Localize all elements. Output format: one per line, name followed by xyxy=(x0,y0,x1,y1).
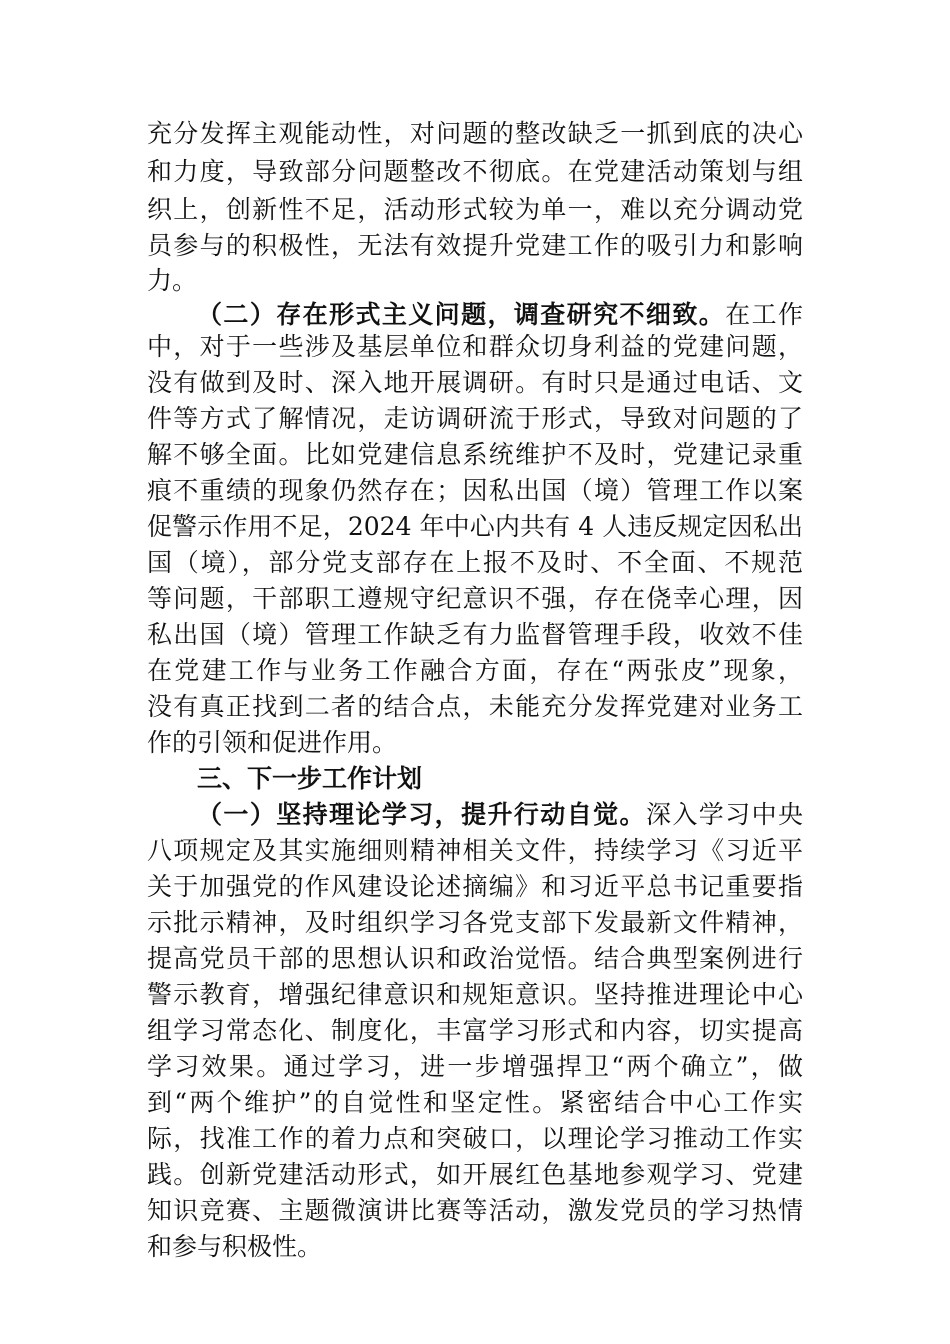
paragraph-line: 八项规定及其实施细则精神相关文件，持续学习《习近平 xyxy=(147,836,803,865)
paragraph-line: 践。创新党建活动形式，如开展红色基地参观学习、党建 xyxy=(147,1160,803,1189)
paragraph-line: 和力度，导致部分问题整改不彻底。在党建活动策划与组 xyxy=(147,157,803,186)
paragraph-line: 和参与积极性。 xyxy=(147,1232,323,1261)
paragraph-line: 组学习常态化、制度化，丰富学习形式和内容，切实提高 xyxy=(147,1016,803,1045)
paragraph-line: 中，对于一些涉及基层单位和群众切身利益的党建问题， xyxy=(147,332,803,361)
paragraph-line: 私出国（境）管理工作缺乏有力监督管理手段，收效不佳 xyxy=(147,620,803,649)
paragraph-line: 等问题，干部职工遵规守纪意识不强，存在侥幸心理，因 xyxy=(147,584,803,613)
paragraph-line: 力。 xyxy=(147,266,198,295)
paragraph-line: 关于加强党的作风建设论述摘编》和习近平总书记重要指 xyxy=(147,872,803,901)
paragraph-line: 作的引领和促进作用。 xyxy=(147,728,398,757)
paragraph-line: 警示教育，增强纪律意识和规矩意识。坚持推进理论中心 xyxy=(147,980,803,1009)
paragraph-text: 在工作 xyxy=(725,300,803,329)
paragraph-line: 解不够全面。比如党建信息系统维护不及时，党建记录重 xyxy=(147,440,803,469)
paragraph-lead-line xyxy=(197,298,803,332)
paragraph-line: 示批示精神，及时组织学习各党支部下发最新文件精神， xyxy=(147,908,803,937)
paragraph-line: 国（境），部分党支部存在上报不及时、不全面、不规范 xyxy=(147,548,803,577)
section-heading: 三、下一步工作计划 xyxy=(197,764,423,793)
paragraph-line: 在党建工作与业务工作融合方面，存在“两张皮”现象， xyxy=(147,656,803,685)
paragraph-line: 没有真正找到二者的结合点，未能充分发挥党建对业务工 xyxy=(147,692,803,721)
paragraph-line: 到“两个维护”的自觉性和坚定性。紧密结合中心工作实 xyxy=(147,1088,803,1117)
paragraph-line: 件等方式了解情况，走访调研流于形式，导致对问题的了 xyxy=(147,404,803,433)
paragraph-line: 学习效果。通过学习，进一步增强捍卫“两个确立”，做 xyxy=(147,1052,803,1081)
subheading-bold: （二）存在形式主义问题，调查研究不细致。 xyxy=(197,300,726,329)
paragraph-line: 知识竞赛、主题微演讲比赛等活动，激发党员的学习热情 xyxy=(147,1196,803,1225)
subheading-bold: （一）坚持理论学习，提升行动自觉。 xyxy=(197,800,646,829)
paragraph-line: 痕不重绩的现象仍然存在；因私出国（境）管理工作以案 xyxy=(147,476,803,505)
paragraph-line: 充分发挥主观能动性，对问题的整改缺乏一抓到底的决心 xyxy=(147,119,803,148)
paragraph-line: 提高党员干部的思想认识和政治觉悟。结合典型案例进行 xyxy=(147,944,803,973)
paragraph-lead-line xyxy=(197,798,803,832)
paragraph-line: 织上，创新性不足，活动形式较为单一，难以充分调动党 xyxy=(147,195,803,224)
paragraph-line: 员参与的积极性，无法有效提升党建工作的吸引力和影响 xyxy=(147,231,803,260)
paragraph-line: 际，找准工作的着力点和突破口，以理论学习推动工作实 xyxy=(147,1124,803,1153)
paragraph-text: 深入学习中央 xyxy=(645,800,803,829)
paragraph-line: 促警示作用不足，2024 年中心内共有 4 人违反规定因私出 xyxy=(147,512,803,541)
paragraph-line: 没有做到及时、深入地开展调研。有时只是通过电话、文 xyxy=(147,368,803,397)
